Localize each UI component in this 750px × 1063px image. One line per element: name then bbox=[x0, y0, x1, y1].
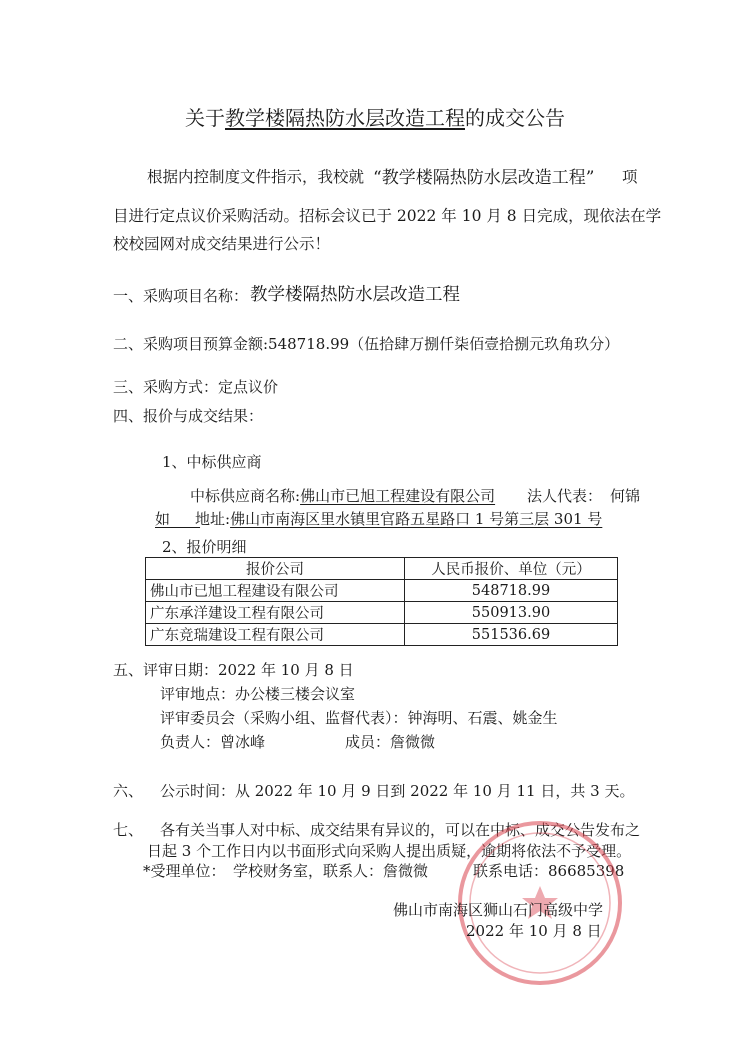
objection-unit: *受理单位： 学校财务室，联系人：詹微微 联系电话：86685398 bbox=[143, 862, 625, 880]
quote-header-company: 报价公司 bbox=[146, 558, 405, 580]
review-committee: 评审委员会（采购小组、监督代表）：钟海明、石震、姚金生 bbox=[160, 709, 558, 727]
quote-header-price: 人民币报价、单位（元） bbox=[405, 558, 618, 580]
winner-name-label: 中标供应商名称: bbox=[190, 487, 301, 505]
review-place: 评审地点：办公楼三楼会议室 bbox=[160, 685, 356, 703]
winner-address-value: 佛山市南海区里水镇里官路五星路口 1 号第三层 301 号 bbox=[230, 510, 603, 528]
winner-address-row bbox=[195, 508, 602, 529]
winner-rep-value-2: 如 bbox=[155, 510, 171, 528]
quote-price: 550913.90 bbox=[405, 602, 618, 624]
review-lead: 负责人：曾冰峰 bbox=[160, 733, 266, 751]
review-member: 成员：詹微微 bbox=[345, 733, 436, 751]
quote-heading: 2、报价明细 bbox=[162, 538, 247, 556]
intro-line-1a: 根据内控制度文件指示，我校就 bbox=[147, 168, 365, 186]
signature-org: 佛山市南海区狮山石门高级中学 bbox=[393, 901, 604, 919]
table-row bbox=[146, 580, 618, 602]
section-1-label: 一、采购项目名称： bbox=[113, 287, 249, 305]
objection-label: 七、 bbox=[113, 821, 144, 839]
quote-company: 广东承洋建设工程有限公司 bbox=[146, 602, 405, 624]
quote-company: 广东竞瑞建设工程有限公司 bbox=[146, 624, 405, 646]
winner-rep-label: 法人代表： bbox=[527, 487, 603, 505]
winner-rep-value-1: 何锦 bbox=[610, 487, 641, 505]
title-project: 教学楼隔热防水层改造工程 bbox=[225, 106, 465, 130]
quote-header-row bbox=[146, 558, 618, 580]
publicity-label: 六、 bbox=[113, 782, 144, 800]
page-title bbox=[0, 102, 750, 131]
quote-price: 551536.69 bbox=[405, 624, 618, 646]
signature-date: 2022 年 10 月 8 日 bbox=[466, 922, 602, 940]
section-4: 四、报价与成交结果： bbox=[113, 407, 264, 425]
table-row bbox=[146, 602, 618, 624]
quote-table bbox=[145, 557, 618, 646]
intro-line-2: 目进行定点议价采购活动。招标会议已于 2022 年 10 月 8 日完成，现依法在学 bbox=[113, 207, 662, 225]
objection-line-1: 各有关当事人对中标、成交结果有异议的，可以在中标、成交公告发布之 bbox=[160, 821, 641, 839]
winner-name-row bbox=[190, 485, 495, 506]
winner-name-value: 佛山市已旭工程建设有限公司 bbox=[300, 487, 496, 505]
objection-line-2: 日起 3 个工作日内以书面形式向采购人提出质疑，逾期将依法不予受理。 bbox=[147, 842, 632, 860]
winner-heading: 1、中标供应商 bbox=[162, 453, 262, 471]
section-2: 二、采购项目预算金额:548718.99（伍拾肆万捌仟柒佰壹拾捌元玖角玖分） bbox=[113, 335, 620, 353]
table-row bbox=[146, 624, 618, 646]
intro-line-1-project: “教学楼隔热防水层改造工程” bbox=[373, 168, 595, 188]
section-1-value: 教学楼隔热防水层改造工程 bbox=[250, 285, 460, 305]
section-3: 三、采购方式：定点议价 bbox=[113, 378, 279, 396]
review-date: 五、评审日期：2022 年 10 月 8 日 bbox=[113, 661, 354, 679]
quote-company: 佛山市已旭工程建设有限公司 bbox=[146, 580, 405, 602]
intro-line-1b: 项 bbox=[622, 168, 638, 186]
intro-line-3: 校校园网对成交结果进行公示！ bbox=[113, 235, 331, 253]
title-prefix: 关于 bbox=[185, 106, 225, 130]
publicity-text: 公示时间：从 2022 年 10 月 9 日到 2022 年 10 月 11 日，共 3 天。 bbox=[160, 782, 635, 800]
quote-price: 548718.99 bbox=[405, 580, 618, 602]
winner-address-label: 地址: bbox=[195, 510, 231, 528]
title-suffix: 的成交公告 bbox=[465, 106, 565, 130]
